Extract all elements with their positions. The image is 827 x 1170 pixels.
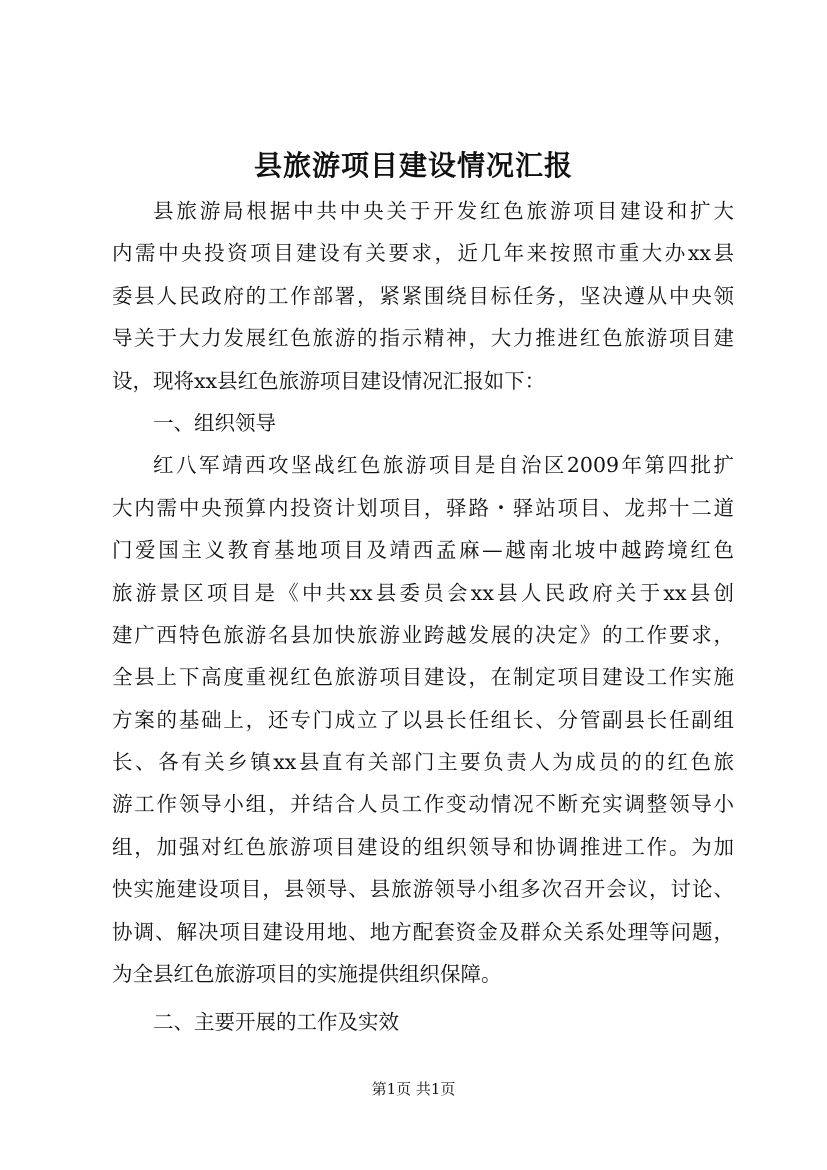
paragraph-line: 组，加强对红色旅游项目建设的组织领导和协调推进工作。为加 xyxy=(112,834,734,859)
paragraph-line: 全县上下高度重视红色旅游项目建设，在制定项目建设工作实施 xyxy=(112,665,734,690)
paragraph-line: 导关于大力发展红色旅游的指示精神，大力推进红色旅游项目建 xyxy=(112,326,734,351)
paragraph-line: 方案的基础上，还专门成立了以县长任组长、分管副县长任副组 xyxy=(112,707,734,732)
page-footer: 第1页 共1页 xyxy=(371,1080,456,1098)
paragraph-line: 建广西特色旅游名县加快旅游业跨越发展的决定》的工作要求， xyxy=(112,622,734,647)
paragraph-line: 门爱国主义教育基地项目及靖西孟麻—越南北坡中越跨境红色 xyxy=(112,538,734,563)
paragraph-line: 红八军靖西攻坚战红色旅游项目是自治区2009年第四批扩 xyxy=(153,453,734,478)
document-body xyxy=(112,190,734,1044)
paragraph-line: 快实施建设项目，县领导、县旅游领导小组多次召开会议，讨论、 xyxy=(112,877,734,902)
paragraph-line: 县旅游局根据中共中央关于开发红色旅游项目建设和扩大 xyxy=(153,199,734,223)
paragraph-line: 长、各有关乡镇xx县直有关部门主要负责人为成员的的红色旅 xyxy=(112,750,734,775)
section-heading: 二、主要开展的工作及实效 xyxy=(153,1010,399,1035)
paragraph-line: 设，现将xx县红色旅游项目建设情况汇报如下： xyxy=(112,368,546,393)
paragraph-line: 委县人民政府的工作部署，紧紧围绕目标任务，坚决遵从中央领 xyxy=(112,283,734,308)
paragraph-line: 协调、解决项目建设用地、地方配套资金及群众关系处理等问题， xyxy=(112,919,734,944)
paragraph-line: 游工作领导小组，并结合人员工作变动情况不断充实调整领导小 xyxy=(112,792,734,817)
paragraph-line: 大内需中央预算内投资计划项目，驿路・驿站项目、龙邦十二道 xyxy=(112,495,734,520)
document-title: 县旅游项目建设情况汇报 xyxy=(253,149,573,182)
section-heading: 一、组织领导 xyxy=(153,410,276,435)
paragraph-line: 为全县红色旅游项目的实施提供组织保障。 xyxy=(112,962,502,987)
paragraph-line: 内需中央投资项目建设有关要求，近几年来按照市重大办xx县 xyxy=(112,241,734,266)
paragraph-line: 旅游景区项目是《中共xx县委员会xx县人民政府关于xx县创 xyxy=(112,580,734,605)
